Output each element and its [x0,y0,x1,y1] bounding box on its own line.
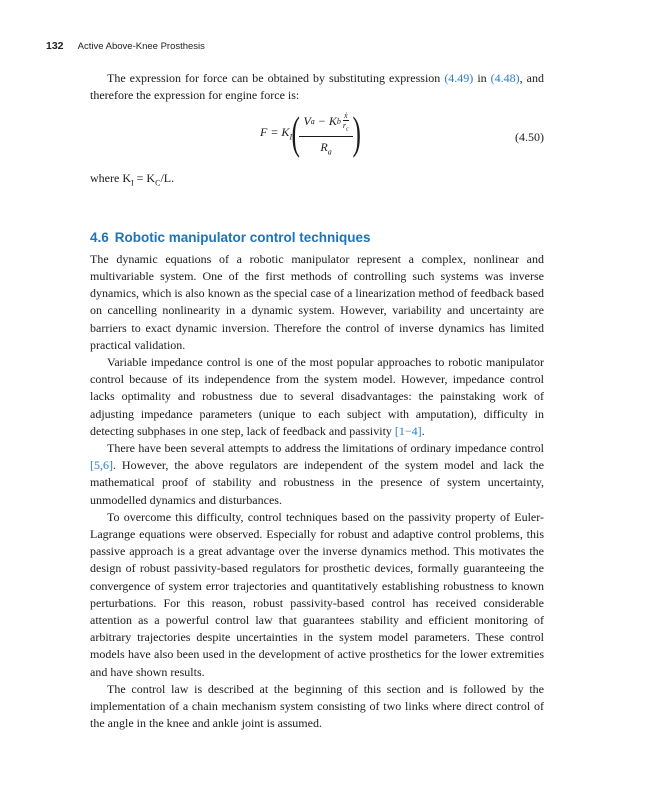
section-number: 4.6 [90,229,109,245]
p3-text-a: There have been several attempts to address the limitations of ordinary impedance control [107,441,544,456]
section-heading [90,230,544,245]
section-title: Robotic manipulator control techniques [114,229,371,245]
equation-ref-4-48[interactable]: (4.48) [490,71,520,85]
intro-text-b: in [473,71,491,85]
page-body [90,70,544,732]
paragraph-5: The control law is described at the beginning of this section and is followed by the implementation of a chain mechanism system consisting of two links where direct control of the angle in the knee and ankle joint is assumed. [90,681,544,731]
paragraph-2: Variable impedance control is one of the most popular approaches to robotic manipulator control because of its independence from the system model. However, impedance control lacks optimality and robustness due to several disadvantages: the painstaking work of adjusting impedance parameters (unique to each subject with amputation), difficulty in detecting subphases in one step, lack of feedback and passivity [1−4]. [90,355,544,438]
intro-paragraph [90,70,544,104]
paragraph-4: To overcome this difficulty, control techniques based on the passivity property of Euler-Lagrange equations were observed. Especially for robust and adaptive control problems, this passive approach is a great advantage over the inverse dynamics method. This motivates the design of robust passivity-based regulators for prosthetic devices, formally guaranteeing the convergence of system error trajectories and quantitatively establishing robustness to known perturbations. For this reason, robust passivity-based control has received considerable attention as a powerful control law that guarantees stability and efficient monitoring of arbitrary trajectories despite uncertainties in the system model parameters. These control models have also been used in the development of active prosthetics for the lower extremities and have shown results. [90,509,544,679]
p3-text-b: . However, the above regulators are independent of the system model and lack the mathematical proof of stability and robustness in the presence of system uncertainty, unmodelled dynamics and disturbances. [90,458,544,507]
citation-5-6[interactable]: [5,6] [90,458,113,473]
where-clause: where $K_I = K_C/L$. [90,171,175,188]
paragraph-3 [90,440,544,509]
eq-denominator: $R_a$ [320,139,332,156]
equation-4-50 [90,106,544,164]
running-header [46,40,205,52]
page-number: 132 [46,40,64,52]
eq-lhs: $F = K_I$ [260,125,293,142]
intro-text-a: The expression for force can be obtained by substituting expression [107,71,445,85]
eq-fraction [299,111,352,156]
eq-small-fraction: $\frac{\text{ẋ}}{r_c}$ [342,110,349,133]
eq-numerator: V a − K b $\frac{\text{ẋ}}{r_c}$ [299,111,352,137]
p2-text: Variable impedance control is one of the most popular approaches to robotic manipulator control because of its independence from the system model. However, impedance control lacks optimality and robustness due to several disadvantages: the painstaking work of adjusting impedance parameters (unique to each subject with amputation), difficulty in detecting subphases in one step, lack of feedback and passivity [90,355,544,438]
right-paren: ) [352,107,361,159]
paragraph-1: The dynamic equations of a robotic manipulator represent a complex, nonlinear and multivariable system. One of the first methods of controlling such systems was inverse dynamics, which is also known as the special case of a linearization method of feedback based on cancelling nonlinearity in a dynamic system. However, variability and uncertainty are barriers to exact dynamic inversion. Therefore the control of inverse dynamics has limited practical validation. [90,251,544,352]
equation-body [260,107,361,159]
equation-number: (4.50) [515,130,544,145]
intro-text-c: , and therefore the expression for engine force is: [90,71,545,103]
running-title: Active Above-Knee Prosthesis [77,41,205,52]
left-paren: ( [291,107,300,159]
citation-1-4[interactable]: [1−4] [394,423,422,438]
equation-ref-4-49[interactable]: (4.49) [444,71,474,85]
